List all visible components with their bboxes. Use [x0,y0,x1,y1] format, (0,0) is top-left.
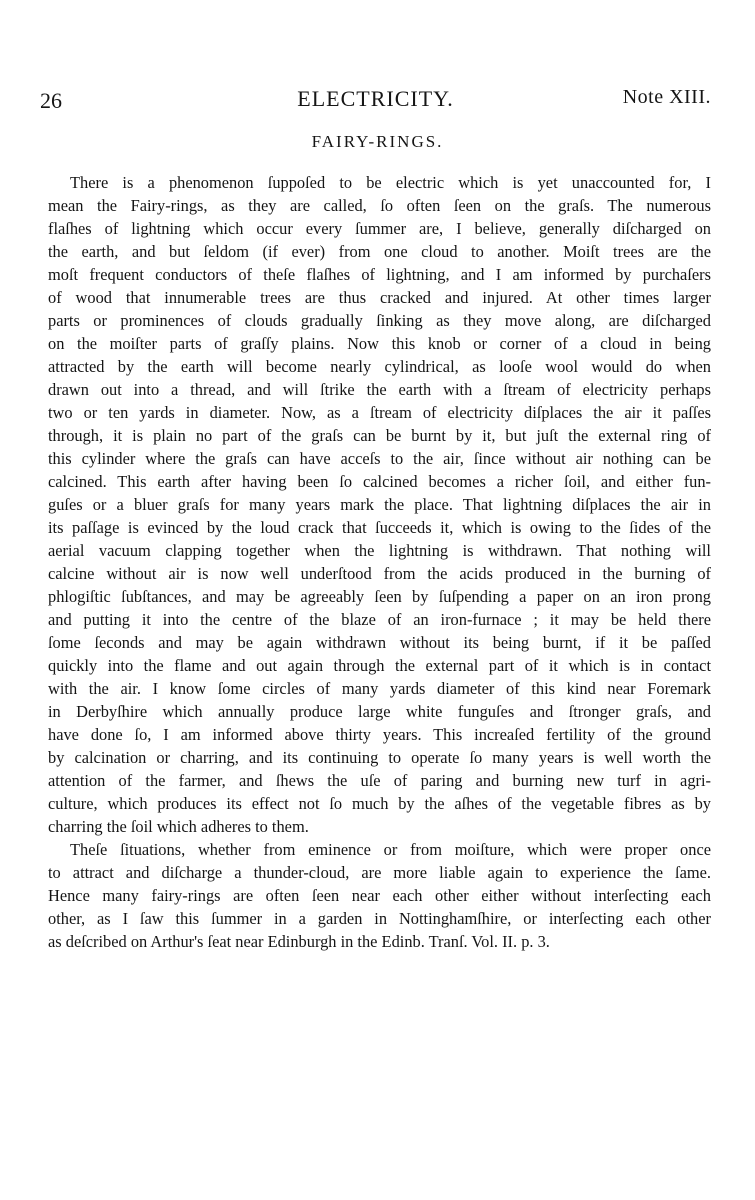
text-line: attracted by the earth will become nearly cylindrical, as looſe wool would do when [48,357,711,376]
text-line: and putting it into the centre of the blaze of an iron-furnace ; it may be held there [48,610,711,629]
text-line: phlogiſtic ſubſtances, and may be agreeably ſeen by ſuſpending a paper on an iron prong [48,587,711,606]
paragraph [48,838,711,953]
text-line: There is a phenomenon ſuppoſed to be electric which is yet unaccounted for, I [70,173,711,192]
text-line: its paſſage is evinced by the loud crack that ſucceeds it, which is owing to the ſides of the [48,518,711,537]
text-line: calcined. This earth after having been ſo calcined becomes a richer ſoil, and either fun- [48,472,711,491]
text-line: this cylinder where the graſs can have acceſs to the air, ſince without air nothing can be [48,449,711,468]
running-title: ELECTRICITY. [297,86,454,111]
text-line: mean the Fairy-rings, as they are called, ſo often ſeen on the graſs. The numerous [48,196,711,215]
text-line: as deſcribed on Arthur's ſeat near Edinburgh in the Edinb. Tranſ. Vol. II. p. 3. [48,932,550,951]
note-reference: Note XIII. [622,86,711,108]
text-line: culture, which produces its effect not ſo much by the aſhes of the vegetable fibres as by [48,794,711,813]
text-line: parts or prominences of clouds gradually ſinking as they move along, are diſcharged [48,311,711,330]
text-line: two or ten yards in diameter. Now, as a ſtream of electricity diſplaces the air it paſſes [48,403,711,422]
section-title: FAIRY-RINGS. [311,132,444,151]
text-line: by calcination or charring, and its continuing to operate ſo many years is well worth the [48,748,711,767]
text-line: with the air. I know ſome circles of many yards diameter of this kind near Foremark [48,679,711,698]
text-line: on the moiſter parts of graſſy plains. Now this knob or corner of a cloud in being [48,334,711,353]
text-line: through, it is plain no part of the graſs can be burnt by it, but juſt the external ring of [48,426,711,445]
text-line: other, as I ſaw this ſummer in a garden in Nottinghamſhire, or interſecting each other [48,909,711,928]
text-line: guſes or a bluer graſs for many years mark the place. That lightning diſplaces the air in [48,495,711,514]
text-line: charring the ſoil which adheres to them. [48,817,309,836]
text-line: in Derbyſhire which annually produce large white funguſes and ſtronger graſs, and [48,702,711,721]
text-line: have done ſo, I am informed above thirty years. This increaſed fertility of the ground [48,725,711,744]
text-line: Theſe ſituations, whether from eminence or from moiſture, which were proper once [70,840,711,859]
page-number: 26 [40,88,62,113]
text-line: quickly into the flame and out again through the external part of it which is in contact [48,656,711,675]
text-line: the earth, and but ſeldom (if ever) from one cloud to another. Moiſt trees are the [48,242,711,261]
text-line: to attract and diſcharge a thunder-cloud, are more liable again to experience the ſame. [48,863,711,882]
text-line: flaſhes of lightning which occur every ſummer are, I believe, generally diſcharged on [48,219,711,238]
text-line: ſome ſeconds and may be again withdrawn without its being burnt, if it be paſſed [48,633,711,652]
text-line: of wood that innumerable trees are thus cracked and injured. At other times larger [48,288,711,307]
text-line: attention of the farmer, and ſhews the uſe of paring and burning new turf in agri- [48,771,711,790]
text-line: Hence many fairy-rings are often ſeen near each other either without interſecting each [48,886,711,905]
body-text [48,171,711,953]
text-line: drawn out into a thread, and will ſtrike the earth with a ſtream of electricity perhaps [48,380,711,399]
text-line: calcine without air is now well underſtood from the acids produced in the burning of [48,564,711,583]
text-line: aerial vacuum clapping together when the lightning is withdrawn. That nothing will [48,541,711,560]
text-line: moſt frequent conductors of theſe flaſhes of lightning, and I am informed by purchaſers [48,265,711,284]
paragraph [48,171,711,838]
page-header [40,84,711,114]
